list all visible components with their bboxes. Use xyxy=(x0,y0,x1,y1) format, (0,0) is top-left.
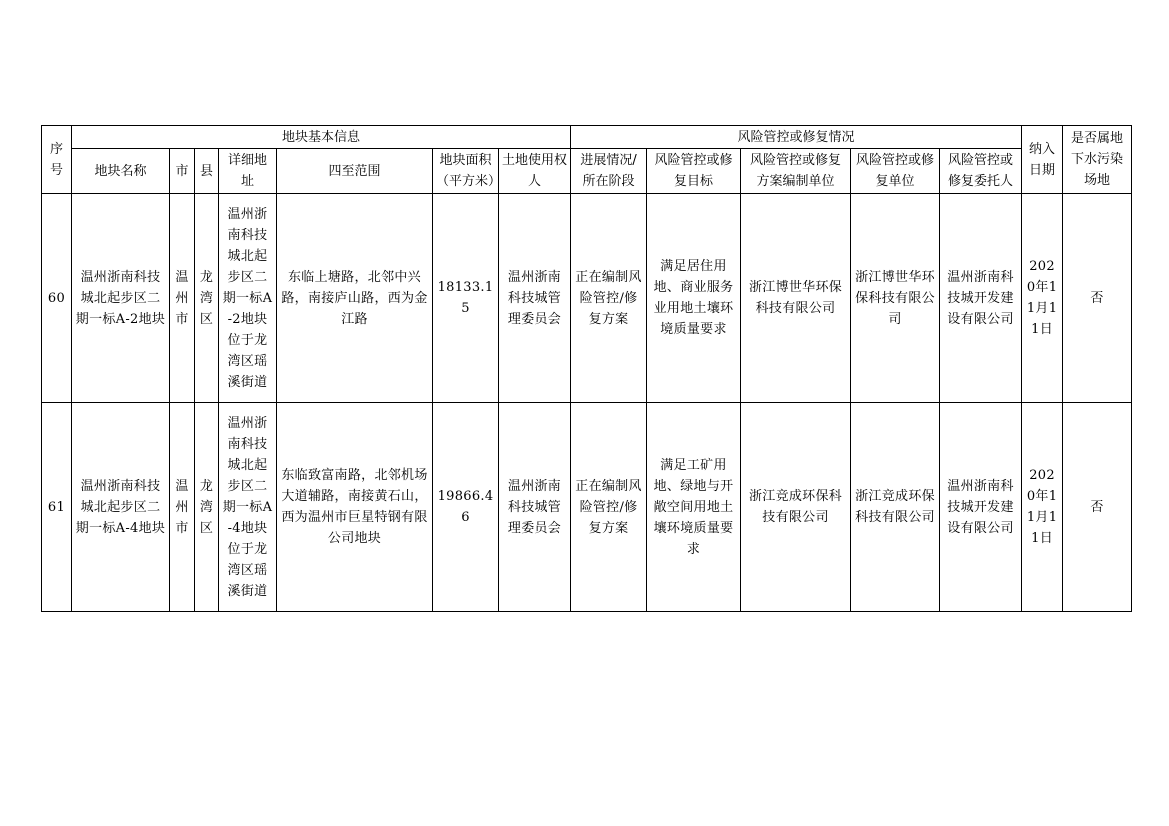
header-client: 风险管控或修复委托人 xyxy=(940,149,1022,194)
header-owner: 土地使用权人 xyxy=(499,149,571,194)
cell-owner: 温州浙南科技城管理委员会 xyxy=(499,194,571,403)
cell-city: 温州市 xyxy=(170,403,195,612)
header-area: 地块面积（平方米） xyxy=(433,149,499,194)
header-included-date: 纳入日期 xyxy=(1022,126,1063,194)
header-row-columns xyxy=(42,149,1132,194)
cell-seq: 61 xyxy=(42,403,72,612)
cell-progress: 正在编制风险管控/修复方案 xyxy=(571,403,647,612)
table-row xyxy=(42,403,1132,612)
cell-boundary: 东临致富南路，北邻机场大道辅路，南接黄石山，西为温州市巨星特钢有限公司地块 xyxy=(277,403,433,612)
header-seq: 序号 xyxy=(42,126,72,194)
cell-area: 18133.15 xyxy=(433,194,499,403)
header-target: 风险管控或修复目标 xyxy=(647,149,741,194)
cell-client: 温州浙南科技城开发建设有限公司 xyxy=(940,194,1022,403)
cell-name: 温州浙南科技城北起步区二期一标A-2地块 xyxy=(72,194,170,403)
table-row xyxy=(42,194,1132,403)
header-groundwater: 是否属地下水污染场地 xyxy=(1063,126,1132,194)
cell-county: 龙湾区 xyxy=(195,194,219,403)
cell-repair-unit: 浙江博世华环保科技有限公司 xyxy=(851,194,940,403)
cell-groundwater: 否 xyxy=(1063,194,1132,403)
cell-repair-unit: 浙江竞成环保科技有限公司 xyxy=(851,403,940,612)
cell-area: 19866.46 xyxy=(433,403,499,612)
cell-client: 温州浙南科技城开发建设有限公司 xyxy=(940,403,1022,612)
header-row-group xyxy=(42,126,1132,149)
cell-owner: 温州浙南科技城管理委员会 xyxy=(499,403,571,612)
cell-name: 温州浙南科技城北起步区二期一标A-4地块 xyxy=(72,403,170,612)
header-address: 详细地址 xyxy=(219,149,277,194)
cell-date: 2020年11月11日 xyxy=(1022,194,1063,403)
cell-boundary: 东临上塘路，北邻中兴路，南接庐山路，西为金江路 xyxy=(277,194,433,403)
cell-target: 满足居住用地、商业服务业用地土壤环境质量要求 xyxy=(647,194,741,403)
header-name: 地块名称 xyxy=(72,149,170,194)
site-list-table xyxy=(41,125,1132,612)
header-boundary: 四至范围 xyxy=(277,149,433,194)
cell-address: 温州浙南科技城北起步区二期一标A-4地块位于龙湾区瑶溪街道 xyxy=(219,403,277,612)
cell-county: 龙湾区 xyxy=(195,403,219,612)
cell-address: 温州浙南科技城北起步区二期一标A-2地块位于龙湾区瑶溪街道 xyxy=(219,194,277,403)
cell-date: 2020年11月11日 xyxy=(1022,403,1063,612)
header-repair-unit: 风险管控或修复单位 xyxy=(851,149,940,194)
cell-plan-unit: 浙江竞成环保科技有限公司 xyxy=(741,403,851,612)
header-progress: 进展情况/所在阶段 xyxy=(571,149,647,194)
cell-target: 满足工矿用地、绿地与开敞空间用地土壤环境质量要求 xyxy=(647,403,741,612)
header-group-risk: 风险管控或修复情况 xyxy=(571,126,1022,149)
cell-seq: 60 xyxy=(42,194,72,403)
cell-city: 温州市 xyxy=(170,194,195,403)
header-county: 县 xyxy=(195,149,219,194)
header-city: 市 xyxy=(170,149,195,194)
cell-progress: 正在编制风险管控/修复方案 xyxy=(571,194,647,403)
cell-plan-unit: 浙江博世华环保科技有限公司 xyxy=(741,194,851,403)
cell-groundwater: 否 xyxy=(1063,403,1132,612)
header-plan-unit: 风险管控或修复方案编制单位 xyxy=(741,149,851,194)
header-group-basic: 地块基本信息 xyxy=(72,126,571,149)
